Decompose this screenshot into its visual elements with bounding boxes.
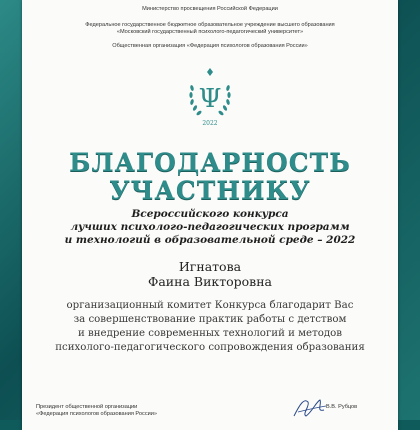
recipient-given-names: Фаина Викторовна	[147, 274, 273, 289]
ministry-line: Министерство просвещения Российской Федерации	[142, 6, 278, 12]
recipient-surname: Игнатова	[178, 259, 242, 274]
signatory-position-line-1: Президент общественной организации	[36, 404, 138, 410]
message-line-4: психолого-педагогического сопровождения образования	[55, 342, 365, 353]
logo-year: 2022	[202, 120, 218, 127]
signatory-position-line-2: «Федерация психологов образования России»	[36, 411, 157, 417]
message-line-1: организационный комитет Конкурса благодарит Вас	[66, 300, 354, 311]
contest-line-2: лучших психолого-педагогических программ	[70, 221, 350, 233]
organization-line: Общественная организация «Федерация психологов образования России»	[112, 43, 308, 49]
certificate-title-line-2: УЧАСТНИКУ	[109, 176, 311, 205]
message-line-3: и внедрение современных технологий и методов	[78, 328, 342, 339]
contest-line-1: Всероссийского конкурса	[131, 208, 289, 220]
university-line-1: Федеральное государственное бюджетное образовательное учреждение высшего образования	[85, 22, 335, 28]
university-line-2: «Московский государственный психолого-педагогический университет»	[116, 29, 304, 35]
message-line-2: за совершенствование практик работы с детством	[73, 314, 347, 325]
certificate-sheet	[22, 0, 398, 430]
psi-laurel-icon	[180, 64, 240, 134]
contest-line-3: и технологий в образовательной среде – 2022	[64, 234, 356, 246]
svg-text:Ψ: Ψ	[198, 84, 222, 114]
signatory-name: В.В. Рубцов	[326, 404, 358, 410]
certificate-title-line-1: БЛАГОДАРНОСТЬ	[69, 148, 351, 177]
signature-icon	[290, 394, 330, 420]
